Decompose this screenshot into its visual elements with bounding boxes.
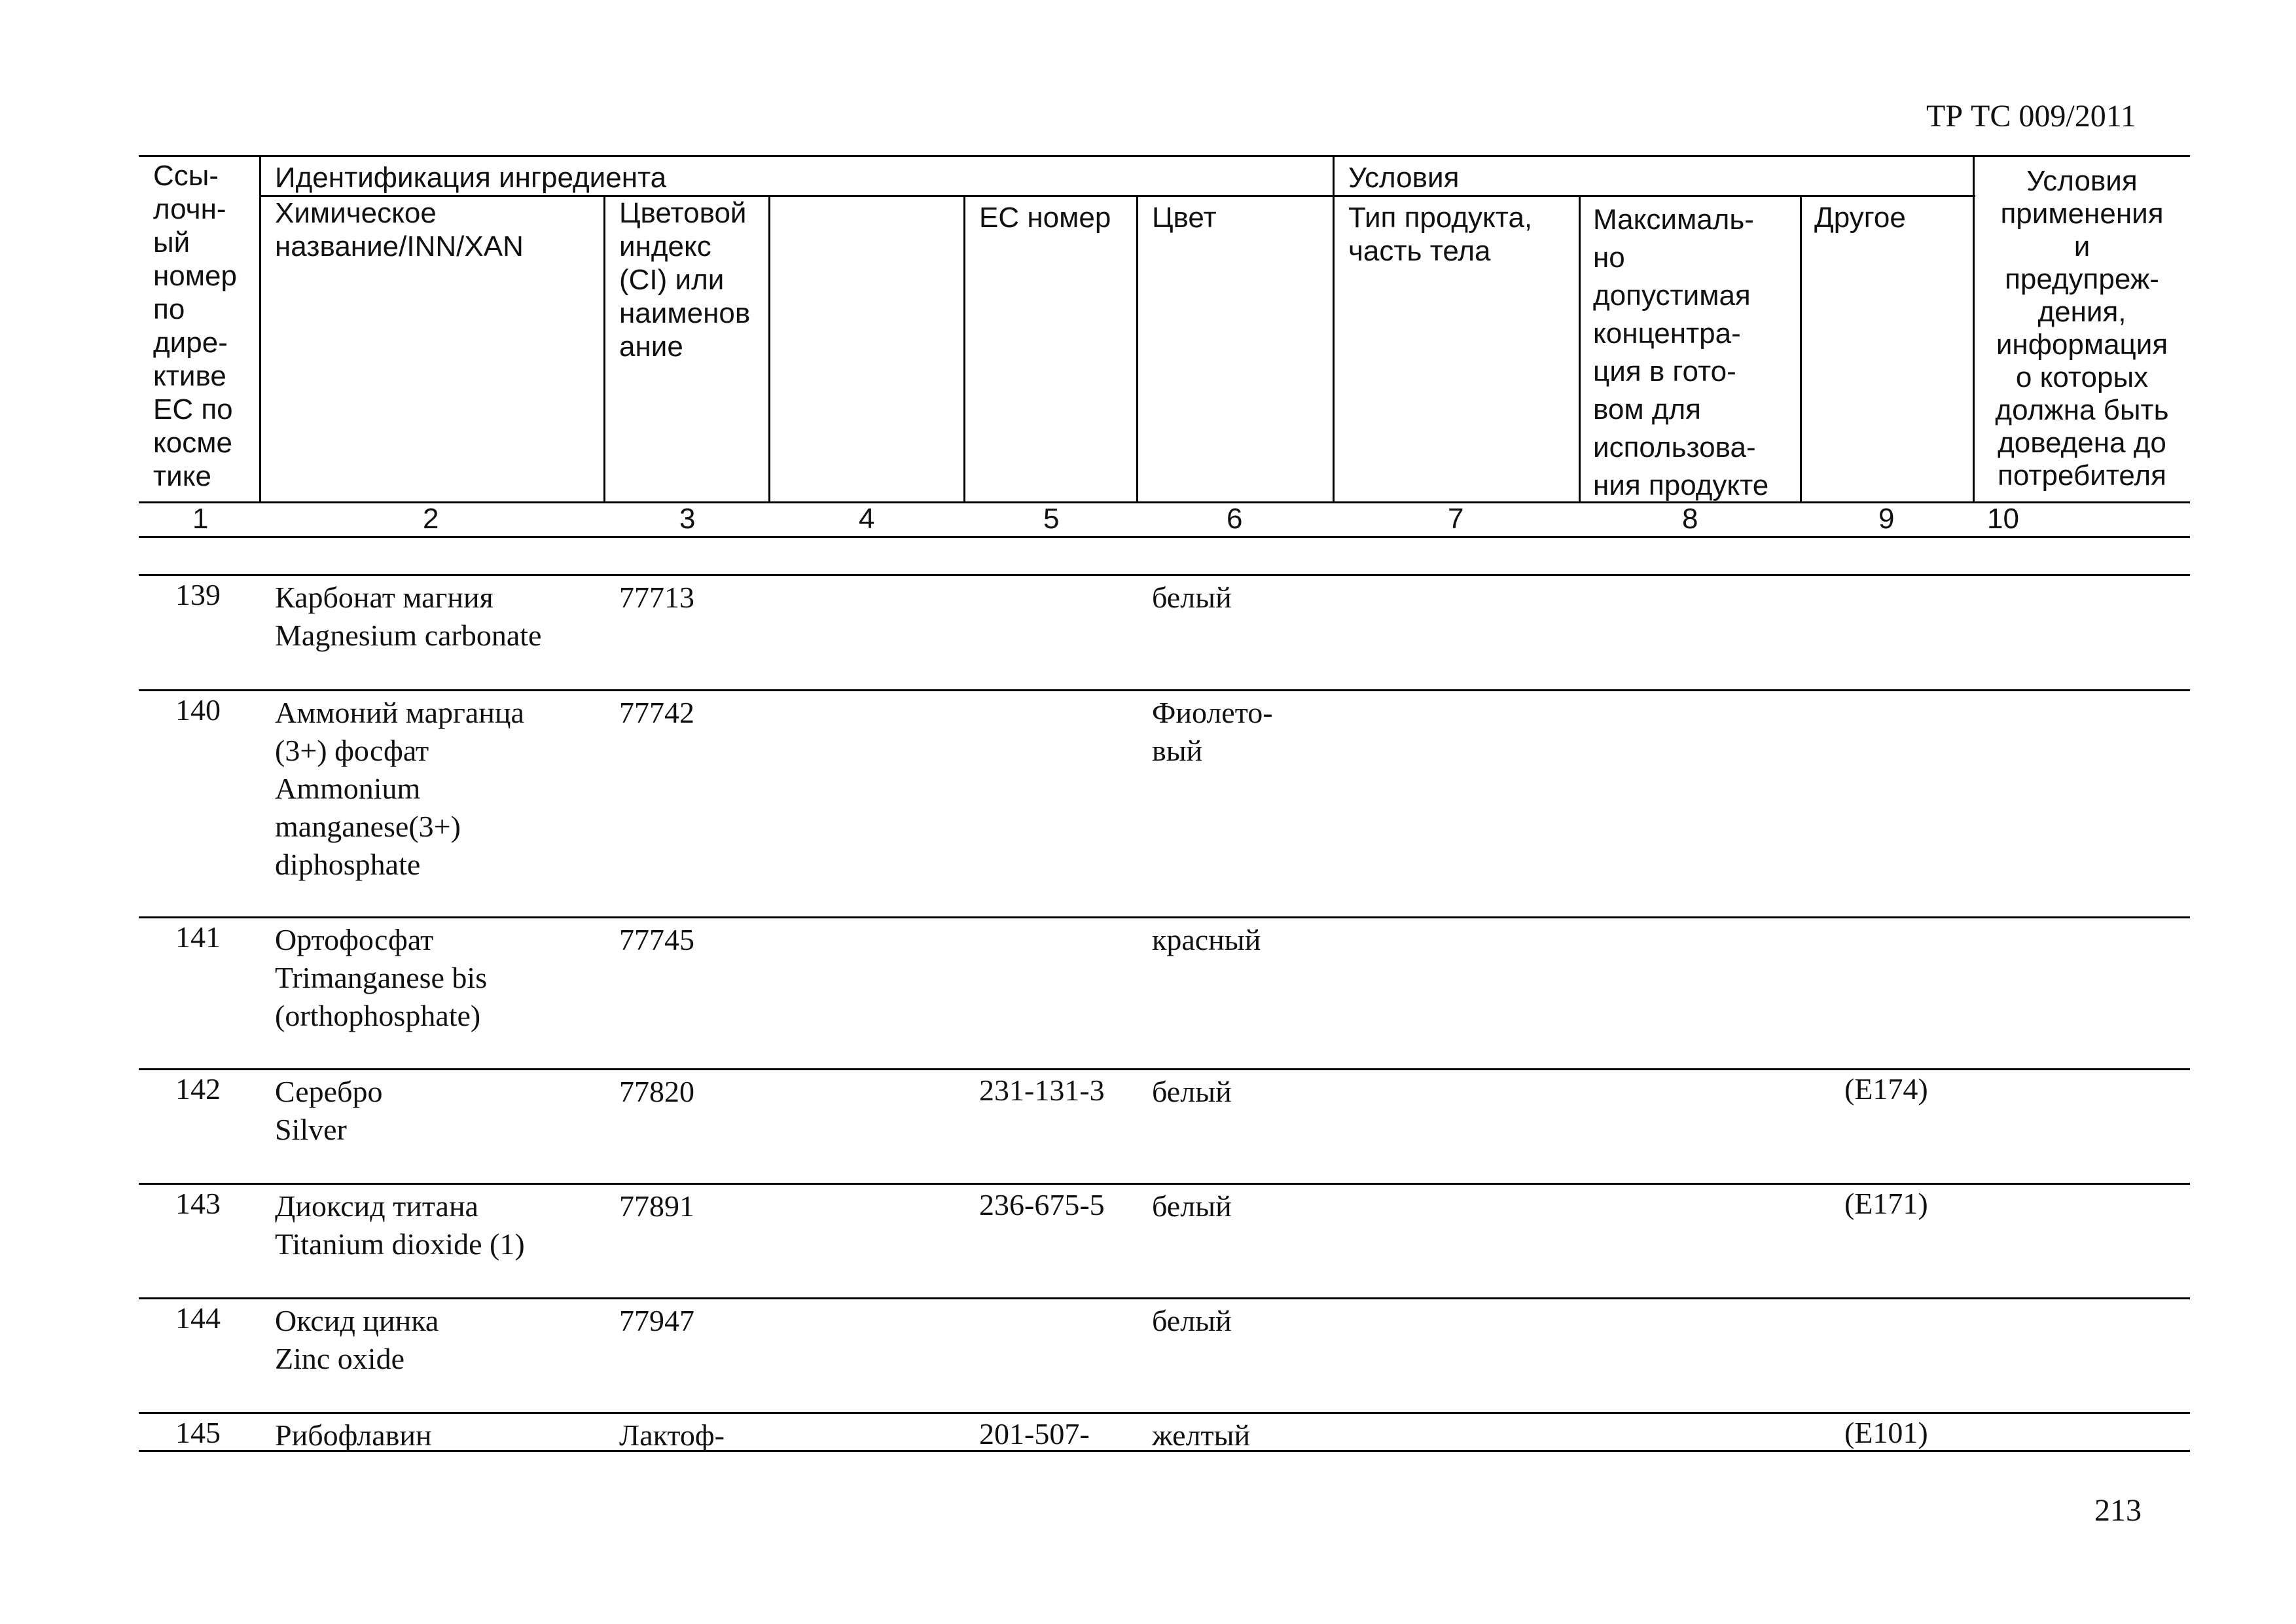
header-usage-warnings: Условия применения и предупреж- дения, информация о которых должна быть доведена до потребителя <box>1995 165 2169 492</box>
document-code: ТР ТС 009/2011 <box>1926 99 2136 134</box>
row-ec-number: 236-675-5 <box>979 1188 1105 1221</box>
row-separator <box>139 689 2190 691</box>
row-chem-name: Оксид цинка Zinc oxide <box>275 1304 439 1375</box>
row-chem-name: Рибофлавин <box>275 1418 432 1452</box>
header-color: Цвет <box>1152 202 1217 234</box>
row-color-index: 77745 <box>619 923 694 956</box>
column-number: 10 <box>1987 503 2019 535</box>
column-divider <box>603 195 605 503</box>
row-chem-name: Диоксид титана Titanium dioxide (1) <box>275 1189 525 1261</box>
row-color: белый <box>1152 1189 1232 1223</box>
row-color: белый <box>1152 1075 1232 1108</box>
row-separator <box>139 1297 2190 1299</box>
header-other: Другое <box>1814 202 1906 234</box>
row-color-index: 77742 <box>619 696 694 729</box>
row-color: Фиолето- вый <box>1152 696 1273 767</box>
column-number: 7 <box>1448 503 1464 535</box>
row-color: красный <box>1152 923 1261 956</box>
header-ec-number: ЕС номер <box>979 202 1111 234</box>
row-ref-number: 139 <box>175 578 221 611</box>
row-ec-number: 201-507- <box>979 1417 1090 1451</box>
column-number: 6 <box>1227 503 1243 535</box>
row-other: (E174) <box>1844 1072 1928 1106</box>
column-divider <box>1800 195 1802 503</box>
column-divider <box>1136 195 1138 503</box>
header-max-concentration: Максималь- но допустимая концентра- ция в гото- вом для использова- ния продукте <box>1593 204 1769 501</box>
column-number: 3 <box>679 503 696 535</box>
column-number: 5 <box>1043 503 1060 535</box>
column-divider <box>1333 155 1335 503</box>
row-ref-number: 143 <box>175 1187 221 1220</box>
column-number: 9 <box>1878 503 1895 535</box>
column-divider <box>963 195 965 503</box>
row-color-index: 77891 <box>619 1189 694 1223</box>
row-ref-number: 142 <box>175 1072 221 1106</box>
column-divider <box>1579 195 1581 503</box>
column-number: 8 <box>1682 503 1698 535</box>
row-color-index: Лактоф- <box>619 1418 725 1452</box>
header-ref-number: Ссы- лочн- ый номер по дире- ктиве ЕС по косме тике <box>153 160 237 492</box>
row-color-index: 77713 <box>619 581 694 614</box>
column-numbers-bottom-border <box>139 536 2190 538</box>
column-divider <box>1973 155 1975 503</box>
row-other: (E171) <box>1844 1187 1928 1220</box>
row-ref-number: 140 <box>175 693 221 727</box>
header-chem-name: Химическое название/INN/XAN <box>275 197 524 262</box>
row-chem-name: Карбонат магния Magnesium carbonate <box>275 581 542 652</box>
row-color-index: 77947 <box>619 1304 694 1337</box>
column-number: 1 <box>192 503 209 535</box>
header-product-type: Тип продукта, часть тела <box>1348 202 1533 267</box>
row-color: белый <box>1152 1304 1232 1337</box>
row-color: желтый <box>1152 1418 1251 1452</box>
row-chem-name: Серебро Silver <box>275 1075 383 1146</box>
column-number: 4 <box>859 503 875 535</box>
header-identification: Идентификация ингредиента <box>275 162 667 194</box>
column-number: 2 <box>423 503 439 535</box>
row-ref-number: 144 <box>175 1301 221 1335</box>
row-color-index: 77820 <box>619 1075 694 1108</box>
row-separator <box>139 916 2190 918</box>
header-color-index: Цветовой индекс (CI) или наименов ание <box>619 197 751 363</box>
row-chem-name: Аммоний марганца (3+) фосфат Ammonium manganese(3+) diphosphate <box>275 696 524 881</box>
page-number: 213 <box>2094 1493 2142 1528</box>
row-color: белый <box>1152 581 1232 614</box>
row-chem-name: Ортофосфат Trimanganese bis (orthophosphate) <box>275 923 488 1032</box>
column-divider <box>768 195 770 503</box>
row-other: (E101) <box>1844 1416 1928 1449</box>
row-ec-number: 231-131-3 <box>979 1074 1105 1107</box>
column-divider <box>259 155 261 503</box>
header-conditions: Условия <box>1348 162 1460 194</box>
row-separator <box>139 574 2190 576</box>
table-top-border <box>139 155 2190 157</box>
row-ref-number: 145 <box>175 1416 221 1449</box>
row-ref-number: 141 <box>175 920 221 954</box>
